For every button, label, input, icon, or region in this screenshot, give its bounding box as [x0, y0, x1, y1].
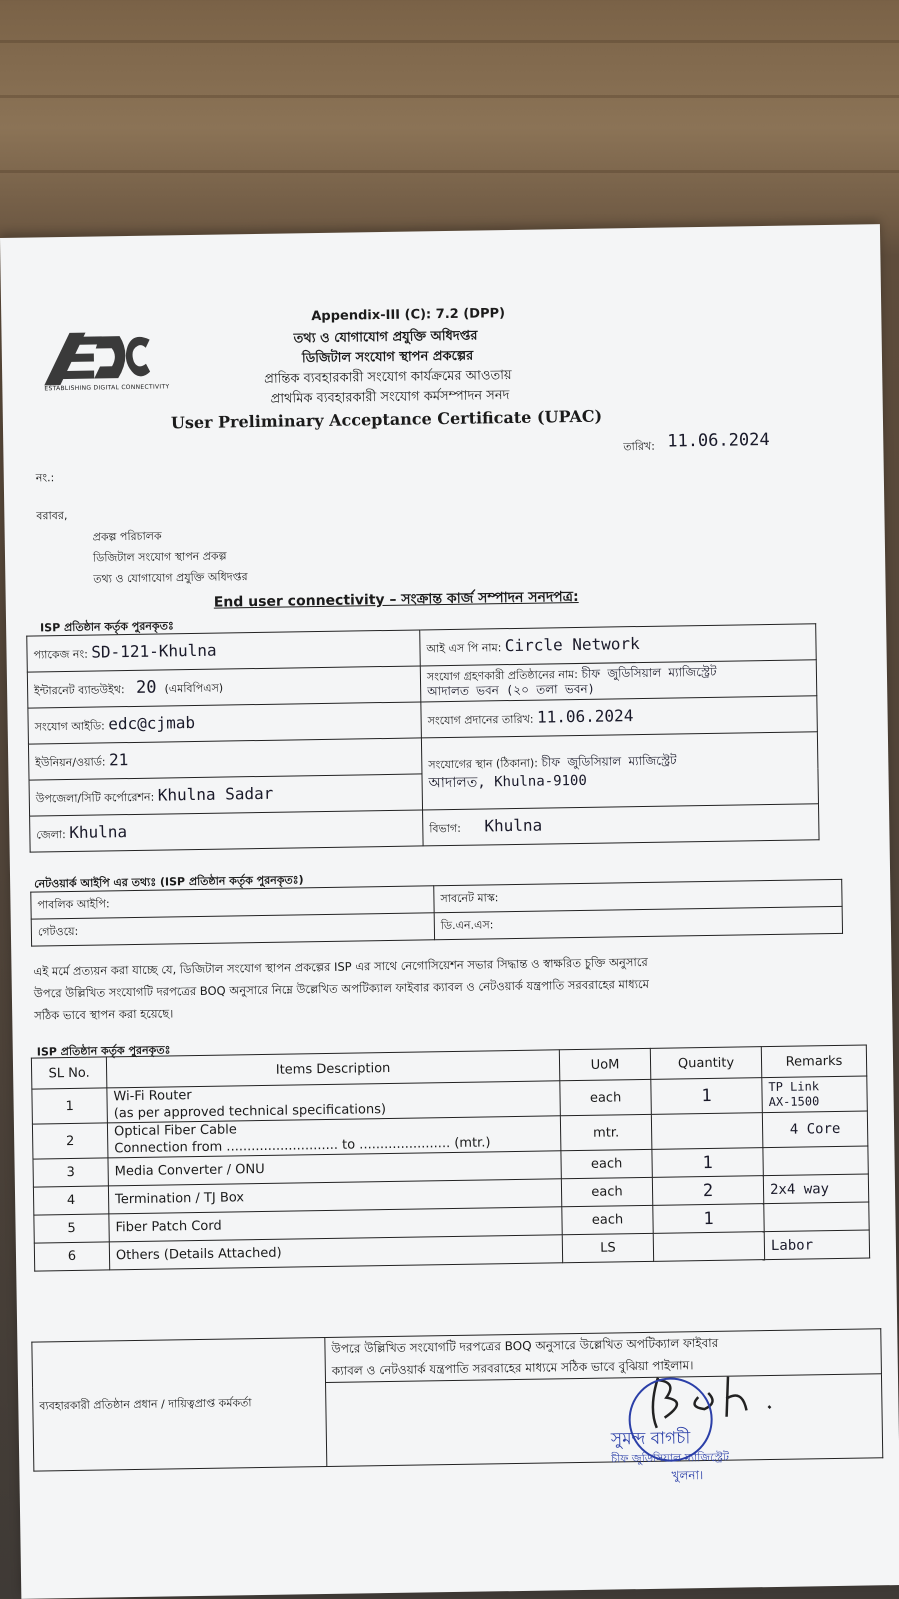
row-desc-sub: Connection from ........................... to ...................... (mtr.) — [114, 1135, 491, 1157]
isp-label: আই এস পি নাম: — [426, 640, 502, 655]
declaration-line-1: এই মর্মে প্রত্যয়ন করা যাচ্ছে যে, ডিজিটাল সংযোগ স্থাপন প্রকল্পের ISP এর সাথে নেগোসিয়েশন সভার সিদ্ধান্ত ও স্বাক্ষরিত চুক্তি অনুসারে — [33, 954, 648, 979]
isp-cell — [420, 624, 817, 666]
program-line: প্রান্তিক ব্যবহারকারী সংযোগ কার্যক্রমের আওতায় — [264, 367, 512, 387]
col-qty: Quantity — [650, 1047, 761, 1080]
row-uom: each — [560, 1079, 652, 1115]
isp-section-heading: ISP প্রতিষ্ঠান কর্তৃক পুরনকৃতঃ — [40, 619, 174, 635]
logo-tagline: ESTABLISHING DIGITAL CONNECTIVITY — [44, 383, 170, 393]
upazila-label: উপজেলা/সিটি কর্পোরেশন: — [35, 790, 155, 806]
row-remarks: 4 Core — [762, 1111, 868, 1148]
district-value: Khulna — [69, 821, 128, 842]
certificate-page — [0, 224, 899, 1599]
row-sl: 3 — [33, 1158, 108, 1187]
col-sl: SL No. — [31, 1057, 106, 1089]
location-cell — [421, 732, 818, 810]
row-qty: 1 — [651, 1078, 763, 1115]
addressee-line2: ডিজিটাল সংযোগ স্থাপন প্রকল্প — [92, 549, 227, 565]
location-label: সংযোগের স্থান (ঠিকানা): — [428, 756, 539, 771]
ref-no-label: নং.: — [35, 471, 55, 485]
row-remarks — [764, 1202, 869, 1232]
isp-value: Circle Network — [504, 633, 640, 655]
bandwidth-label: ইন্টারনেট ব্যান্ডউইথ: — [34, 682, 125, 698]
addressee-line3: তথ্য ও যোগাযোগ প্রযুক্তি অধিদপ্তর — [93, 570, 248, 586]
conn-date-label: সংযোগ প্রদানের তারিখ: — [427, 712, 534, 727]
row-desc-main: Optical Fiber Cable — [113, 1122, 237, 1140]
public-ip-label: পাবলিক আইপি: — [31, 886, 434, 919]
appendix-label: Appendix-III (C): 7.2 (DPP) — [311, 306, 506, 325]
division-cell — [423, 804, 820, 846]
conn-date-cell — [421, 696, 818, 738]
network-info-table — [30, 879, 843, 947]
addressee-to: বরাবর, — [36, 508, 68, 523]
wood-grain — [0, 95, 899, 98]
project-name: ডিজিটাল সংযোগ স্থাপন প্রকল্পের — [301, 348, 474, 367]
row-uom: each — [561, 1149, 652, 1178]
row-remarks: 2x4 way — [763, 1174, 868, 1204]
wood-grain — [0, 170, 899, 173]
recipient-label: সংযোগ গ্রহণকারী প্রতিষ্ঠানের নাম: — [426, 667, 579, 683]
row-desc: Media Converter / ONU — [108, 1151, 561, 1186]
date-label: তারিখ: — [623, 439, 656, 454]
row-qty: 2 — [652, 1176, 763, 1206]
row-sl: 2 — [32, 1123, 108, 1159]
declaration-line-2: উপরে উল্লিখিত সংযোগটি দরপত্রের BOQ অনুসারে নিম্নে উল্লেখিত অপটিক্যাল ফাইবার ক্যাবল ও নেটওয়ার্ক যন্ত্রপাতি সরবরাহের মাধ্যমে — [33, 976, 650, 1001]
row-remarks — [762, 1076, 868, 1113]
dns-label: ডি.এন.এস: — [434, 906, 842, 939]
row-sl: 4 — [33, 1186, 108, 1215]
row-desc-main: Wi-Fi Router — [113, 1088, 192, 1105]
package-value: SD-121-Khulna — [91, 640, 217, 662]
row-qty — [653, 1232, 764, 1262]
recipient-value-1: চীফ জুডিসিয়াল ম্যাজিস্ট্রেট — [581, 664, 717, 681]
gateway-label: গেটওয়ে: — [31, 913, 434, 946]
location-value-2: আদালত, Khulna-9100 — [428, 772, 587, 791]
stamp-name: সুমন্দ বাগচী — [610, 1428, 691, 1450]
acceptance-text-1: উপরে উল্লিখিত সংযোগটি দরপত্রের BOQ অনুসারে উল্লেখিত অপটিক্যাল ফাইবার — [331, 1336, 719, 1357]
row-qty — [651, 1113, 763, 1150]
district-cell — [30, 810, 424, 852]
upazila-cell — [29, 774, 423, 816]
recipient-cell — [420, 660, 817, 702]
bandwidth-value: 20 — [135, 677, 157, 698]
row-desc: Fiber Patch Cord — [109, 1207, 562, 1242]
isp-info-table — [26, 623, 819, 852]
row-uom: mtr. — [560, 1114, 652, 1150]
dept-name: তথ্য ও যোগাযোগ প্রযুক্তি অধিদপ্তর — [293, 328, 478, 347]
division-label: বিভাগ: — [429, 821, 462, 835]
col-desc: Items Description — [106, 1050, 559, 1088]
edc-logo-icon — [41, 326, 152, 388]
col-uom: UoM — [559, 1048, 650, 1080]
acceptance-text-2: ক্যাবল ও নেটওয়ার্ক যন্ত্রপাতি সরবরাহের মাধ্যমে সঠিক ভাবে বুঝিয়া পাইলাম। — [331, 1358, 694, 1379]
district-label: জেলা: — [36, 827, 66, 842]
subnet-label: সাবনেট মাস্ক: — [434, 879, 842, 912]
certificate-bn: প্রাথমিক ব্যবহারকারী সংযোগ কর্মসম্পাদন সনদ — [270, 388, 510, 407]
row-remarks-sub: AX-1500 — [768, 1094, 820, 1110]
signer-label: ব্যবহারকারী প্রতিষ্ঠান প্রধান / দায়িত্বপ্রাপ্ত কর্মকর্তা — [32, 1338, 327, 1472]
stamp-place: খুলনা। — [671, 1468, 704, 1483]
row-remarks: Labor — [764, 1230, 869, 1260]
stamp-title: চীফ জুডিসিয়াল ম্যাজিস্ট্রেট — [611, 1450, 730, 1466]
row-desc: Termination / TJ Box — [108, 1179, 561, 1214]
row-qty: 1 — [653, 1204, 764, 1234]
row-qty: 1 — [652, 1148, 763, 1178]
conn-date-value: 11.06.2024 — [536, 705, 634, 727]
conn-id-label: সংযোগ আইডি: — [34, 718, 105, 734]
declaration-line-3: সঠিক ভাবে স্থাপন করা হয়েছে। — [34, 1006, 174, 1023]
division-value: Khulna — [484, 815, 543, 835]
bandwidth-cell — [27, 666, 421, 708]
union-label: ইউনিয়ন/ওয়ার্ড: — [35, 754, 106, 770]
row-sl: 5 — [34, 1214, 109, 1243]
row-remarks — [763, 1146, 868, 1176]
union-value: 21 — [108, 749, 129, 769]
network-section-heading: নেটওয়ার্ক আইপি এর তথ্যঃ (ISP প্রতিষ্ঠান কর্তৃক পুরনকৃতঃ) — [34, 873, 304, 891]
recipient-value-2: আদালত ভবন (২০ তলা ভবন) — [427, 681, 595, 698]
items-section-heading: ISP প্রতিষ্ঠান কর্তৃক পুরনকৃতঃ — [36, 1043, 171, 1059]
row-sl: 6 — [34, 1242, 109, 1271]
conn-id-value: edc@cjmab — [108, 712, 196, 733]
bandwidth-unit: (এমবিপিএস) — [164, 681, 224, 695]
row-desc: Others (Details Attached) — [109, 1235, 562, 1270]
addressee-line1: প্রকল্প পরিচালক — [92, 529, 162, 544]
items-table — [31, 1044, 870, 1271]
package-label: প্যাকেজ নং: — [33, 647, 88, 662]
subject-line: End user connectivity – সংক্রান্ত কার্জ সম্পাদন সনদপত্র: — [213, 588, 579, 611]
date-value: 11.06.2024 — [667, 429, 770, 452]
row-uom: each — [562, 1205, 653, 1234]
row-remarks-main: TP Link — [768, 1079, 820, 1095]
row-sl: 1 — [32, 1088, 108, 1124]
col-remarks: Remarks — [761, 1045, 866, 1078]
row-uom: LS — [562, 1233, 653, 1262]
package-cell — [27, 630, 421, 672]
upazila-value: Khulna Sadar — [157, 783, 274, 805]
conn-id-cell — [28, 702, 422, 744]
union-cell — [28, 738, 422, 780]
wood-grain — [0, 40, 899, 43]
row-uom: each — [561, 1177, 652, 1206]
row-desc-sub: (as per approved technical specifications) — [113, 1102, 387, 1122]
page-title: User Preliminary Acceptance Certificate (UPAC) — [170, 406, 603, 433]
location-value-1: চীফ জুডিসিয়াল ম্যাজিস্ট্রেট — [541, 752, 677, 770]
